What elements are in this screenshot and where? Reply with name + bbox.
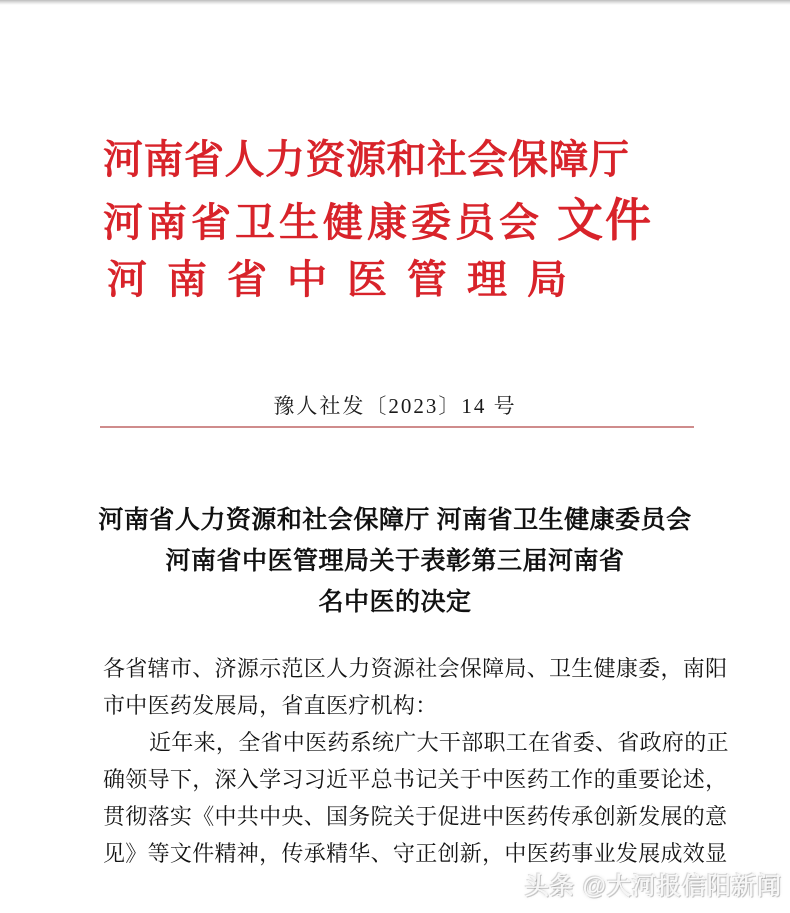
paragraph-1-line-4: 见》等文件精神，传承精华、守正创新，中医药事业发展成效显 xyxy=(103,841,728,866)
paragraph-1-line-2: 确领导下，深入学习习近平总书记关于中医药工作的重要论述， xyxy=(103,767,728,792)
addressee-line-2: 市中医药发展局，省直医疗机构： xyxy=(103,693,438,718)
paragraph-1-line-1: 近年来，全省中医药系统广大干部职工在省委、省政府的正 xyxy=(149,730,729,755)
page-title-line-3: 名中医的决定 xyxy=(318,589,472,616)
watermark: 头条 @大河报信阳新闻 xyxy=(524,873,782,900)
document-body xyxy=(103,650,729,872)
paragraph-1-line-3: 贯彻落实《中共中央、国务院关于促进中医药传承创新发展的意 xyxy=(103,804,728,829)
masthead-line-2-agency: 河南省卫生健康委员会 xyxy=(103,200,543,245)
document-serial-number: 豫人社发〔2023〕14 号 xyxy=(273,394,517,418)
page-title-line-2: 河南省中医管理局关于表彰第三届河南省 xyxy=(165,548,625,575)
document-page xyxy=(0,5,790,913)
page-title xyxy=(0,500,790,623)
masthead xyxy=(0,137,790,302)
masthead-line-3: 河南省中医管理局 xyxy=(107,257,587,302)
masthead-line-2 xyxy=(0,195,790,246)
red-separator-rule xyxy=(100,426,694,428)
masthead-line-1: 河南省人力资源和社会保障厅 xyxy=(103,137,630,182)
page-title-line-1: 河南省人力资源和社会保障厅 河南省卫生健康委员会 xyxy=(98,507,692,534)
masthead-document-word: 文件 xyxy=(557,195,653,246)
addressee-line-1: 各省辖市、济源示范区人力资源社会保障局、卫生健康委，南阳 xyxy=(103,656,728,681)
